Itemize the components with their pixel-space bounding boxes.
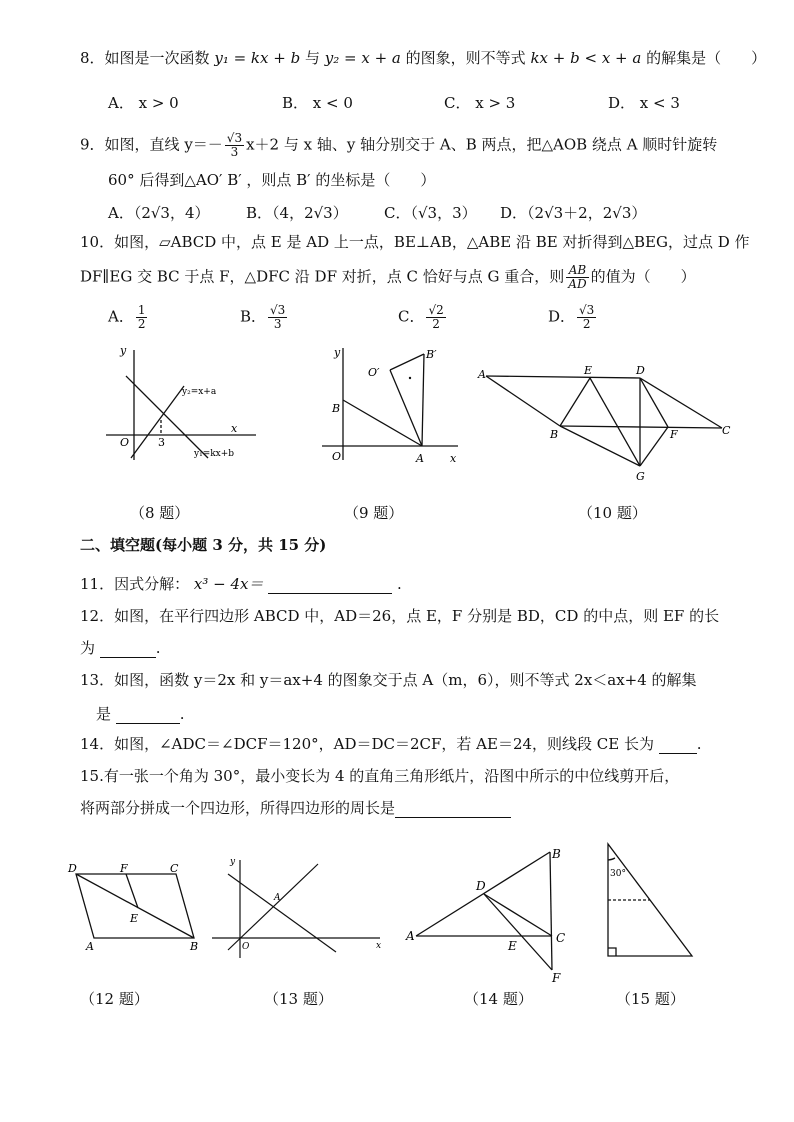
answer-blank[interactable]	[100, 641, 156, 658]
question-text: 如图，∠ADC＝∠DCF＝120°，AD＝DC＝2CF，若 AE＝24，则线段 CE 长为	[114, 735, 655, 753]
origin-label: O	[332, 450, 342, 463]
q10-option-c	[398, 304, 448, 331]
question-number: 15.	[80, 767, 104, 785]
formula: y₂ = x + a	[324, 49, 401, 67]
point-g-label: G	[636, 470, 645, 483]
figure-8	[96, 338, 266, 468]
point-f-label: F	[552, 971, 561, 985]
question-text: 为	[80, 639, 96, 657]
question-text: 的值为（ ）	[590, 267, 696, 286]
fraction	[225, 132, 244, 159]
question-number: 13．	[80, 671, 115, 689]
question-15	[80, 766, 679, 786]
fraction-denominator: 2	[137, 317, 146, 331]
fraction	[566, 264, 588, 291]
question-text: 如图是一次函数	[104, 49, 210, 67]
fraction-denominator: 3	[273, 317, 282, 331]
q9-option-c: C．（√3，3）	[384, 204, 477, 222]
punctuation: .	[397, 575, 402, 593]
q10-option-a	[108, 304, 149, 331]
question-13	[80, 670, 697, 690]
q10-option-d	[548, 304, 598, 331]
right-angle-mark	[608, 948, 616, 956]
q9-option-d: D．（2√3＋2，2√3）	[500, 204, 647, 222]
y-label: y	[120, 344, 127, 357]
question-number: 8．	[80, 49, 105, 67]
segment-fg	[640, 427, 668, 466]
question-12	[80, 606, 719, 626]
figure-15	[598, 838, 698, 964]
dot-marker	[409, 377, 411, 379]
option-label: A．	[108, 307, 134, 326]
question-text: 如图，在平行四边形 ABCD 中，AD＝26，点 E，F 分别是 BD，CD 的中点，则 EF 的长	[114, 607, 720, 625]
question-text: 如图，▱ABCD 中，点 E 是 AD 上一点，BE⊥AB，△ABE 沿 BE 对折得到△BEG，过点 D 作	[114, 233, 750, 251]
fraction-numerator: √3	[579, 303, 595, 317]
line-o-prime-b-prime	[390, 354, 424, 370]
figure-10	[476, 362, 740, 486]
question-12-line2	[80, 638, 161, 658]
fraction-numerator: 1	[137, 303, 146, 317]
question-13-line2	[96, 704, 185, 724]
figure-13	[206, 852, 390, 962]
line-ab	[343, 400, 422, 446]
segment-bf	[550, 852, 552, 970]
fraction-denominator: 3	[230, 145, 239, 159]
line-y2-label: y₂=x+a	[182, 387, 217, 397]
line-y1-label: y₁=kx+b	[194, 449, 235, 459]
fraction	[426, 304, 445, 331]
question-text: 如图，函数 y＝2x 和 y＝ax+4 的图象交于点 A（m，6），则不等式 2x＜ax+4 的解集	[114, 671, 697, 689]
question-8	[80, 48, 766, 68]
q8-option-d: D． x < 3	[608, 94, 680, 112]
fraction	[577, 304, 596, 331]
question-9	[80, 132, 717, 159]
point-a-label: A	[416, 452, 424, 465]
q8-option-b: B． x < 0	[282, 94, 353, 112]
section-2-title: 二、填空题(每小题 3 分，共 15 分)	[80, 536, 327, 554]
fraction	[136, 304, 148, 331]
question-text: 如图，直线 y＝－	[104, 135, 223, 154]
question-10	[80, 232, 750, 252]
question-text: 有一张一个角为 30°，最小变长为 4 的直角三角形纸片，沿图中所示的中位线剪开后，	[103, 767, 680, 785]
point-b-label: B	[190, 940, 199, 952]
y-label: y	[230, 857, 236, 867]
point-c-label: C	[556, 931, 566, 945]
side-bc	[560, 426, 722, 428]
point-f-label: F	[670, 428, 678, 441]
origin-label: O	[120, 436, 130, 449]
punctuation: .	[696, 735, 702, 753]
point-d-label: D	[68, 862, 77, 875]
caption-fig15: （15 题）	[616, 990, 685, 1008]
segment-fe	[126, 874, 138, 908]
option-label: B．	[240, 307, 267, 326]
punctuation: .	[155, 639, 161, 657]
formula: x³ − 4x＝	[193, 575, 264, 593]
fraction	[268, 304, 287, 331]
line-o-prime-a	[390, 370, 422, 446]
question-9-line2: 60° 后得到△AO′ B′ ，则点 B′ 的坐标是（ ）	[108, 171, 436, 189]
q10-option-b	[240, 304, 289, 331]
point-f-label: F	[120, 862, 128, 875]
q9-option-b: B．（4，2√3）	[246, 204, 348, 222]
question-text: 是	[96, 705, 112, 723]
point-o-prime-label: O′	[368, 366, 380, 379]
point-a-label: A	[406, 929, 415, 943]
question-text: 因式分解：	[114, 575, 190, 593]
fraction-numerator: AB	[566, 264, 588, 278]
x-label: x	[231, 422, 238, 435]
question-text: DF∥EG 交 BC 于点 F，△DFC 沿 DF 对折，点 C 恰好与点 G 重合，则	[80, 267, 565, 286]
origin-label: O	[242, 942, 250, 952]
formula: kx + b < x + a	[530, 49, 642, 67]
tick-3-label: 3	[158, 436, 165, 449]
figure-9	[318, 340, 468, 470]
side-dc	[640, 378, 722, 428]
question-text: 的解集是（ ）	[646, 49, 767, 67]
question-11	[80, 574, 402, 594]
question-14	[80, 734, 702, 754]
segment-df	[484, 894, 552, 970]
angle-arc	[608, 858, 615, 860]
caption-fig14: （14 题）	[464, 990, 533, 1008]
caption-fig12: （12 题）	[80, 990, 149, 1008]
point-e-label: E	[130, 912, 139, 925]
question-number: 10．	[80, 233, 115, 251]
question-number: 12．	[80, 607, 115, 625]
point-a-label: A	[478, 368, 486, 381]
x-label: x	[450, 452, 457, 465]
figure-14	[404, 842, 580, 986]
q8-option-a: A． x > 0	[108, 94, 179, 112]
question-number: 14．	[80, 735, 115, 753]
point-b-prime-label: B′	[426, 348, 437, 361]
question-text: 将两部分拼成一个四边形，所得四边形的周长是	[80, 799, 396, 817]
question-10-line2	[80, 264, 696, 291]
fraction-numerator: √3	[226, 131, 243, 145]
y-label: y	[334, 346, 341, 359]
option-label: C．	[398, 307, 425, 326]
answer-blank[interactable]	[395, 801, 511, 818]
fraction-denominator: 2	[432, 317, 440, 331]
diagonal-db	[76, 874, 194, 938]
side-ab	[486, 376, 560, 426]
segment-ab	[416, 852, 550, 936]
fraction-numerator: √3	[270, 303, 286, 317]
fraction-denominator: AD	[568, 277, 587, 291]
point-c-label: C	[170, 862, 179, 875]
question-text: 的图象，则不等式	[405, 49, 526, 67]
question-text: x＋2 与 x 轴、y 轴分别交于 A、B 两点，把△AOB 绕点 A 顺时针旋转	[246, 135, 718, 154]
segment-dc	[484, 894, 552, 936]
answer-blank[interactable]	[268, 577, 392, 594]
question-text: 与	[304, 49, 320, 67]
caption-fig8: （8 题）	[130, 504, 190, 522]
point-d-label: D	[476, 879, 486, 893]
answer-blank[interactable]	[659, 737, 697, 754]
angle-30-label: 30°	[610, 869, 626, 879]
formula: y₁ = kx + b	[214, 49, 301, 67]
caption-fig10: （10 题）	[578, 504, 647, 522]
fraction-numerator: √2	[428, 303, 444, 317]
answer-blank[interactable]	[116, 707, 180, 724]
x-label: x	[376, 941, 382, 951]
q8-option-c: C． x > 3	[444, 94, 516, 112]
fraction-denominator: 2	[582, 317, 591, 331]
point-d-label: D	[636, 364, 645, 377]
side-ad	[486, 376, 640, 378]
point-b-label: B	[332, 402, 341, 415]
question-15-line2	[80, 798, 511, 818]
segment-df	[640, 378, 668, 427]
punctuation: .	[179, 705, 185, 723]
point-a-label: A	[86, 940, 94, 952]
point-e-label: E	[584, 364, 593, 377]
point-b-label: B	[552, 847, 561, 861]
point-c-label: C	[722, 424, 731, 437]
question-number: 11．	[80, 575, 115, 593]
option-label: D．	[548, 307, 576, 326]
line-y-ax-4	[228, 874, 336, 952]
q9-option-a: A．（2√3，4）	[108, 204, 210, 222]
segment-be	[560, 378, 590, 426]
figure-12	[64, 856, 214, 952]
caption-fig9: （9 题）	[344, 504, 404, 522]
point-a-label: A	[274, 893, 281, 903]
point-e-label: E	[508, 939, 517, 953]
caption-fig13: （13 题）	[264, 990, 333, 1008]
point-b-label: B	[550, 428, 559, 441]
question-number: 9．	[80, 135, 105, 154]
line-ab-prime	[422, 354, 424, 446]
